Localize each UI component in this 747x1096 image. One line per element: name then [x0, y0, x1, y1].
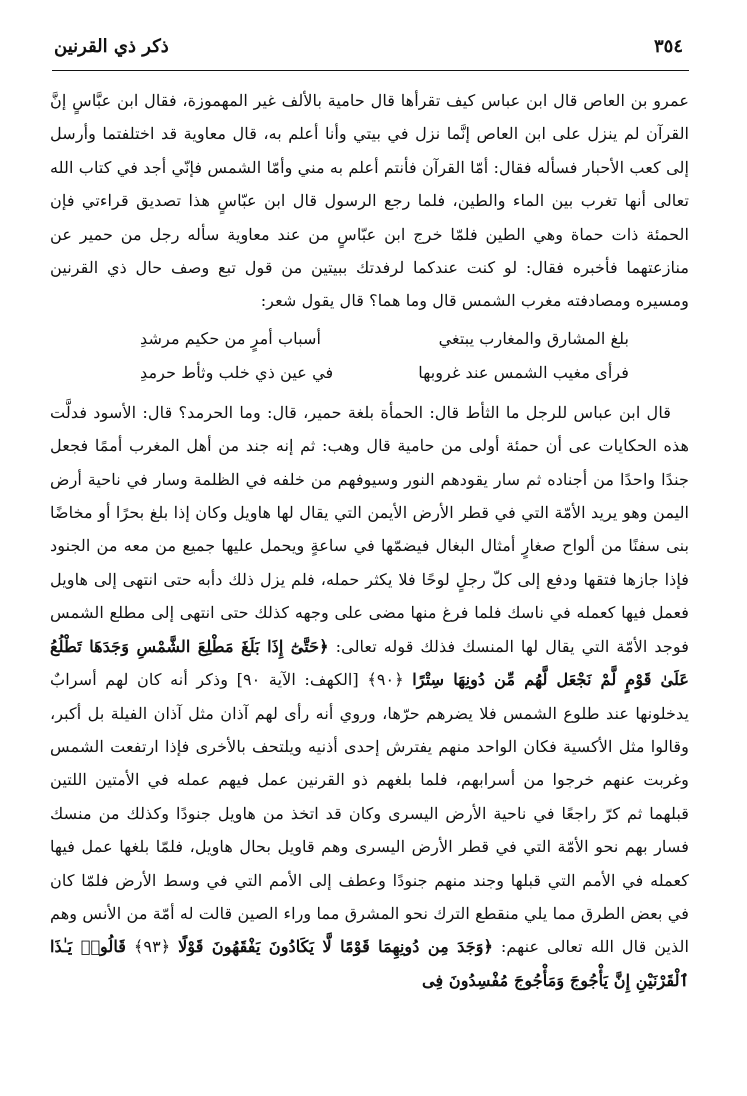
body-text: [الكهف: الآية ٩٠] وذكر أنه كان لهم أسرابٌ يدخلونها عند طلوع الشمس فلا يضرهم حرّها، وروي أنه رأى لهم آذان مثل آذان الفيلة بل أكبر، وقالوا مثل الأكسية فكان الواحد منهم يفترش إحدى أذنيه ويلتحف بالأخرى فإذا ارتفعت الشمس وغربت عنهم خرجوا من أسرابهم، فلما بلغهم ذو القرنين عمل فيهم عمله في الأمتين اللتين قبلهما ثم كرّ راجعًا في ناحية الأرض اليسرى وكان قد اتخذ من هاويل جنودًا وكذلك من منسك فسار بهم نحو الأمّة التي في قطر الأرض اليسرى وهم قاويل بحال هاويل، فلمّا بلغها عمل فيها كعمله في الأمم التي قبلها وجند منهم جنودًا وعطف إلى الأمم التي في وسط الأرض فلمّا كان في بعض الطرق مما يلي منقطع الترك نحو المشرق مما وراء الصين قالت له أمّة من الأنس وهم الذين قال الله تعالى عنهم: — [50, 670, 689, 957]
ayah-number: ﴿٩٣﴾ — [126, 937, 179, 957]
paragraph — [50, 396, 689, 997]
running-title: ذكر ذي القرنين — [54, 35, 169, 57]
page-number: ٣٥٤ — [653, 35, 683, 57]
quran-verse: ﴿وَجَدَ مِن دُونِهِمَا قَوْمًا لَّا يَكَادُونَ يَفْقَهُونَ قَوْلًا — [178, 937, 494, 957]
body-text: عمرو بن العاص قال ابن عباس كيف تقرأها قال حامية بالألف غير المهموزة، فقال ابن عبَّاسٍ إنَّ القرآن لم ينزل على ابن العاص إنَّما نزل في بيتي وأنا أعلم به، قال معاوية قد اختلفتما وأرسل إلى كعب الأحبار فسأله فقال: أمّا القرآن فأنتم أعلم به مني وأمّا الشمس فإنّي أجد في كتاب الله تعالى أنها تغرب بين الماء والطين، فلما رجع الرسول قال ابن عبّاسٍ هذا تصديق قراءتي فإن الحمئة ذات حماة وهي الطين فلمّا خرج ابن عبّاسٍ من عند معاوية سأله رجل من حمير عن منازعتهما فأخبره فقال: لو كنت عندكما لرفدتك ببيتين من قول تبع وصف حال ذي القرنين ومسيره ومصادفته مغرب الشمس قال وما هما؟ قال يقول شعر: — [50, 91, 689, 311]
page-header — [54, 30, 683, 62]
poem-hemistich-left: أسباب أمرٍ من حكيم مرشدِ — [140, 328, 322, 348]
poem-verse — [140, 322, 629, 356]
poem-hemistich-left: في عين ذي خلب وثأط حرمدِ — [140, 362, 334, 382]
poem-verse — [140, 356, 629, 390]
poem-hemistich-right: فرأى مغيب الشمس عند غروبها — [418, 362, 629, 382]
paragraph — [50, 84, 689, 318]
quran-verse: قَالُوا۟ يَـٰذَا ٱلْقَرْنَيْنِ إِنَّ يَأْجُوجَ وَمَأْجُوجَ مُفْسِدُونَ فِى — [50, 937, 689, 990]
poem-hemistich-right: بلغ المشارق والمغارب يبتغي — [438, 328, 629, 348]
body-text: قال ابن عباس للرجل ما الثأط قال: الحمأة بلغة حمير، قال: وما الحرمد؟ قال: الأسود فدلَّت هذه الحكايات عى أن حمئة أولى من حامية قال وهب: ثم إنه جند من أهل المغرب أممًا فجعل جندًا واحدًا من أجناده ثم سار يقودهم النور وسيوفهم من خلفه في الظلمة وسار في ناحية أرض اليمن وهو يريد الأمّة التي في قطر الأرض الأيمن التي يقال لها هاويل وكان إذا بلغ بحرًا أو مخاضًا بنى سفنًا من ألواح صغارٍ أمثال البغال فيضمّها في ساعةٍ ويحمل عليها جميع من معه من الجنود فإذا جازها فتقها ودفع إلى كلّ رجلٍ لوحًا فلا يكثر حمله، فلم يزل ذلك دأبه حتى انتهى إلى هاويل فعمل فيها كعمله في ناسك فلما فرغ منها مضى على وجهه كذلك حتى انتهى إلى مطلع الشمس فوجد الأمّة التي يقال لها المنسك فذلك قوله تعالى: — [50, 402, 689, 656]
header-divider — [52, 70, 689, 71]
page-body — [50, 84, 689, 997]
quran-verse: ﴿حَتَّىٰٓ إِذَا بَلَغَ مَطْلِعَ الشَّمْسِ وَجَدَهَا تَطْلُعُ عَلَىٰ قَوْمٍ لَّمْ نَجْعَل لَّهُم مِّن دُونِهَا سِتْرًا — [50, 636, 690, 690]
ayah-number: ﴿٩٠﴾ — [358, 670, 413, 690]
poem — [50, 322, 689, 390]
